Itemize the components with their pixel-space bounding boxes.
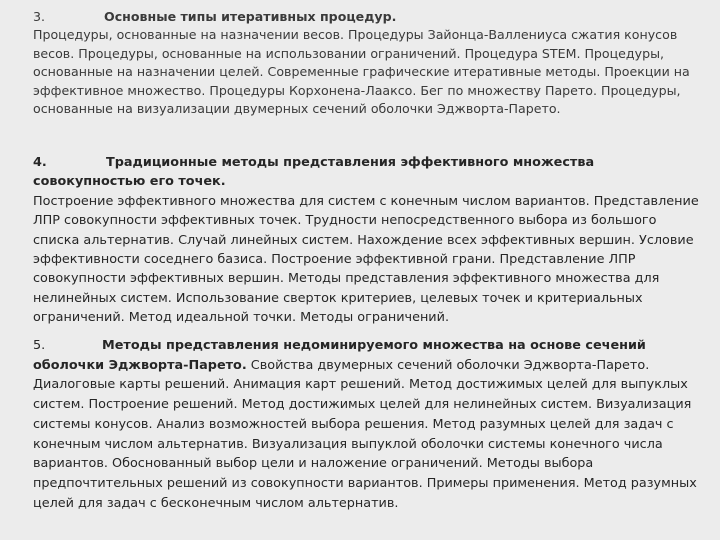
section-3 <box>33 8 701 118</box>
section-5-number: 5. <box>33 338 46 353</box>
section-5-body: Свойства двумерных сечений оболочки Эджворта-Парето. Диалоговые карты решений. Анимация карт решений. Метод достижимых целей для выпуклых систем. Построение решений. Метод достижимых целей для нелинейных систем. Визуализация системы конусов. Анализ возможностей выбора решения. Метод разумных целей для задач с конечным числом альтернатив. Визуализация выпуклой оболочки системы конечного числа вариантов. Обоснованный выбор цели и наложение ограничений. Методы выбора предпочтительных решений из совокупности вариантов. Примеры применения. Метод разумных целей для задач с бесконечным числом альтернатив. <box>33 357 697 511</box>
section-4 <box>33 153 705 328</box>
section-3-number: 3. <box>33 9 46 24</box>
section-4-body: Построение эффективного множества для систем с конечным числом вариантов. Представление ЛПР совокупности эффективных точек. Трудности непосредственного выбора из большого списка альтернатив. Случай линейных систем. Нахождение всех эффективных вершин. Условие эффективности соседнего базиса. Построение эффективной грани. Представление ЛПР совокупности эффективных вершин. Методы представления эффективного множества для нелинейных систем. Использование сверток критериев, целевых точек и критериальных ограничений. Метод идеальной точки. Методы ограничений. <box>33 193 699 326</box>
section-3-body: Процедуры, основанные на назначении весов. Процедуры Зайонца-Валлениуса сжатия конусов весов. Процедуры, основанные на использовании ограничений. Процедура STEM. Процедуры, основанные на назначении целей. Современные графические итеративные методы. Проекции на эффективное множество. Процедуры Корхонена-Лааксо. Бег по множеству Парето. Процедуры, основанные на визуализации двумерных сечений оболочки Эджворта-Парето. <box>33 27 690 117</box>
section-4-number: 4. <box>33 155 47 170</box>
section-4-title: Традиционные методы представления эффективного множества совокупностью его точек. <box>33 155 595 190</box>
section-3-title: Основные типы итеративных процедур. <box>104 9 397 24</box>
section-5 <box>33 336 705 513</box>
section-5-title: Методы представления недоминируемого множества на основе сечений оболочки Эджворта-Парето. <box>33 338 646 373</box>
